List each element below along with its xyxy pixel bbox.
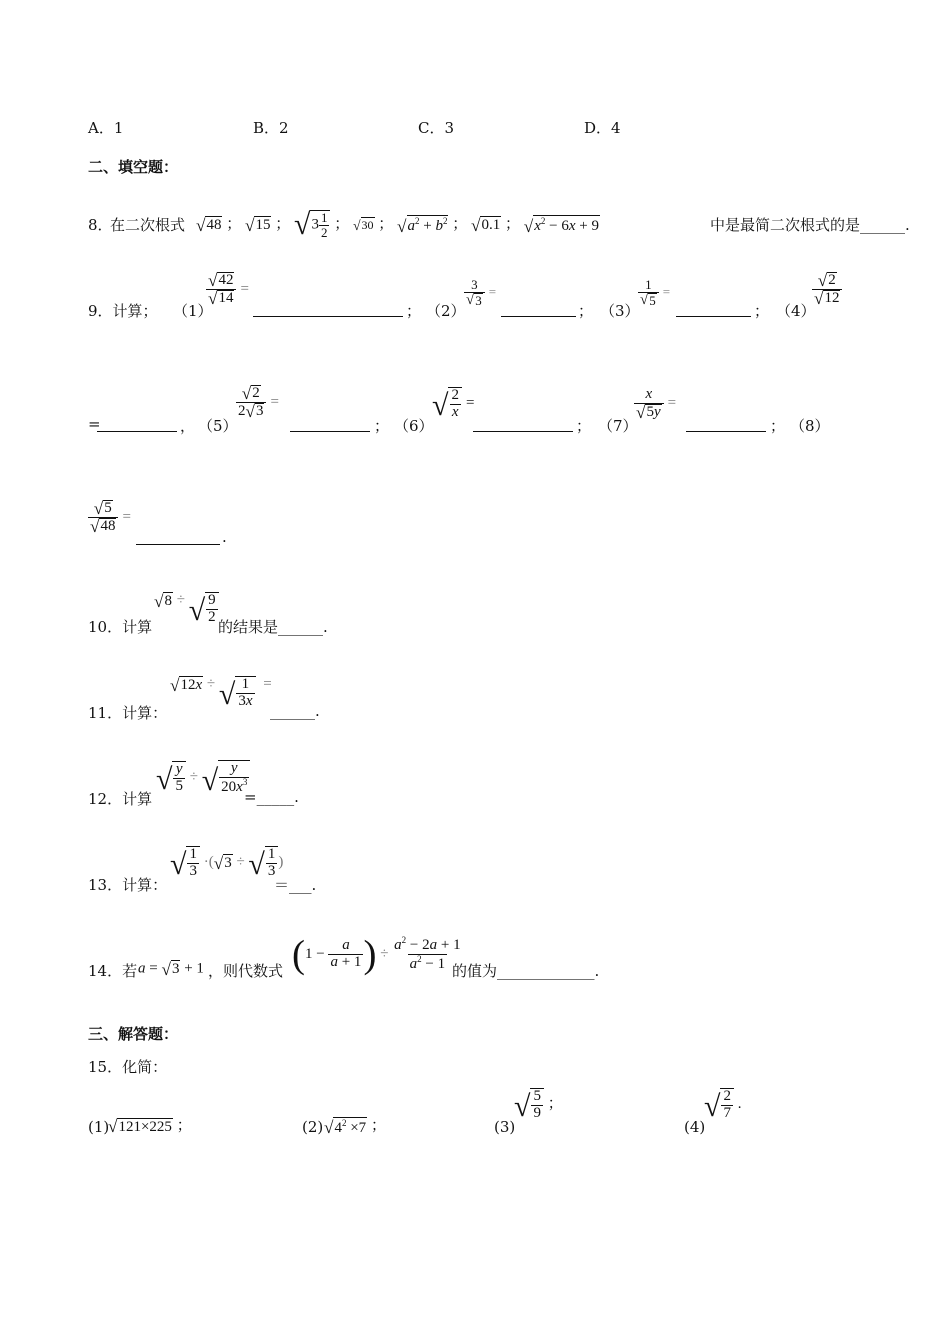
q9-expr-7: x √ 5y = — [636, 386, 677, 422]
q8-prefix: 在二次根式 — [110, 216, 186, 234]
option-a: A．1 — [88, 119, 124, 137]
q15-number: 15．化简： — [88, 1058, 168, 1076]
q9-blank-2[interactable] — [501, 302, 576, 317]
question-9-line1 — [88, 272, 868, 324]
q14-number: 14．若 — [88, 962, 138, 980]
q12-number: 12．计算 — [88, 790, 153, 808]
q9-eq-4: = — [88, 415, 101, 433]
q9-blank-1[interactable] — [253, 302, 403, 317]
q8-suffix: 中是最简二次根式的是______. — [710, 216, 910, 234]
q9-label-7: （7） — [598, 417, 638, 435]
q13-expr: √ $\frac{1}{3}$ ·( √ 3 ÷ √ $\frac{1}{3}$ ) — [170, 846, 284, 881]
q11-number: 11．计算： — [88, 704, 168, 722]
q14-expr: (1 − $\frac{a}{a + 1}$ ) ÷ $\frac{a^2 - 2a + 1}{a^2 - 1}$ — [292, 933, 461, 976]
q14-mid: ，则代数式 — [208, 962, 284, 980]
q9-number: 9．计算； — [88, 302, 158, 320]
option-d: D．4 — [584, 119, 621, 137]
q9-expr-6: √ $\frac{2}{x}$ = — [432, 387, 475, 422]
option-c: C．3 — [418, 119, 455, 137]
q15-expr-3: √ $\frac{5}{9}$ ； — [514, 1088, 563, 1123]
q13-number: 13．计算： — [88, 876, 168, 894]
q9-expr-8: √ 5 √ 48 = — [90, 499, 131, 537]
section3-title: 三、解答题： — [88, 1025, 179, 1043]
q11-suffix: ______. — [270, 702, 320, 720]
section2-title: 二、填空题： — [88, 158, 179, 176]
q9-blank-3[interactable] — [676, 302, 751, 317]
option-b: B．2 — [253, 119, 289, 137]
q8-number: 8． — [88, 216, 113, 234]
q15-label-4: (4) — [684, 1118, 706, 1136]
q8-radicals: √ 48 ； √ 15 ； √ 3 $\frac{1}{2}$ ； √ 30 ； √ $a^2 + b^2$ ； √ 0.1 ； √ $x^2 - 6x + 9$ — [196, 208, 599, 241]
q10-expr: √ 8 ÷ √ $\frac{9}{2}$ — [154, 592, 219, 626]
q15-expr-4: √ $\frac{2}{7}$ . — [704, 1088, 742, 1123]
q9-expr-4: √ 2 √ 12 — [812, 272, 842, 308]
q9-expr-2: 3 √ 3 = — [466, 277, 497, 309]
q9-blank-5[interactable] — [290, 417, 370, 432]
q10-number: 10．计算 — [88, 618, 153, 636]
q9-expr-1: √ 42 √ 14 = — [208, 271, 249, 309]
q9-sep-1: ； — [406, 302, 422, 320]
q9-blank-8[interactable] — [136, 530, 220, 545]
q13-suffix: ＝___. — [274, 876, 317, 894]
q9-expr-3: 1 √ 5 = — [640, 277, 671, 309]
q14-suffix: 的值为_____________. — [452, 962, 600, 980]
q9-sep-4: ， — [180, 417, 196, 435]
q12-suffix: =_____. — [244, 788, 299, 806]
q14-condition: a = √ 3 + 1 — [138, 959, 204, 979]
q15-expr-1: √ 121×225 ； — [108, 1117, 192, 1137]
q9-sep-3: ； — [754, 302, 770, 320]
q9-sep-6: ； — [576, 417, 592, 435]
q11-expr: √ 12x ÷ √ $\frac{1}{3x}$ = — [170, 675, 272, 711]
q9-blank-4[interactable] — [97, 417, 177, 432]
q15-label-3: (3) — [494, 1118, 516, 1136]
q9-label-4: （4） — [776, 302, 816, 320]
q9-blank-6[interactable] — [473, 417, 573, 432]
q10-suffix: 的结果是______. — [218, 618, 328, 636]
q9-blank-7[interactable] — [686, 417, 766, 432]
question-15-parts — [88, 1088, 868, 1144]
q9-label-8: （8） — [790, 417, 830, 435]
q9-label-6: （6） — [394, 417, 434, 435]
q15-label-2: (2) — [302, 1118, 324, 1136]
q9-sep-2: ； — [578, 302, 594, 320]
q9-label-1: （1） — [173, 302, 213, 320]
question-9-line2 — [88, 385, 868, 437]
q9-label-3: （3） — [600, 302, 640, 320]
q12-expr: √ $\frac{y}{5}$ ÷ √ $\frac{y}{20x^3}$ — [156, 760, 250, 796]
q15-expr-2: √ $4^2 \times 7$ ； — [324, 1117, 386, 1138]
q9-label-2: （2） — [426, 302, 466, 320]
q9-label-5: （5） — [198, 417, 238, 435]
q9-end: . — [222, 528, 227, 546]
q9-sep-7: ； — [770, 417, 786, 435]
q9-expr-5: √ 2 2 √ 3 = — [238, 384, 279, 422]
q15-label-1: (1) — [88, 1118, 110, 1136]
q9-sep-5: ； — [374, 417, 390, 435]
